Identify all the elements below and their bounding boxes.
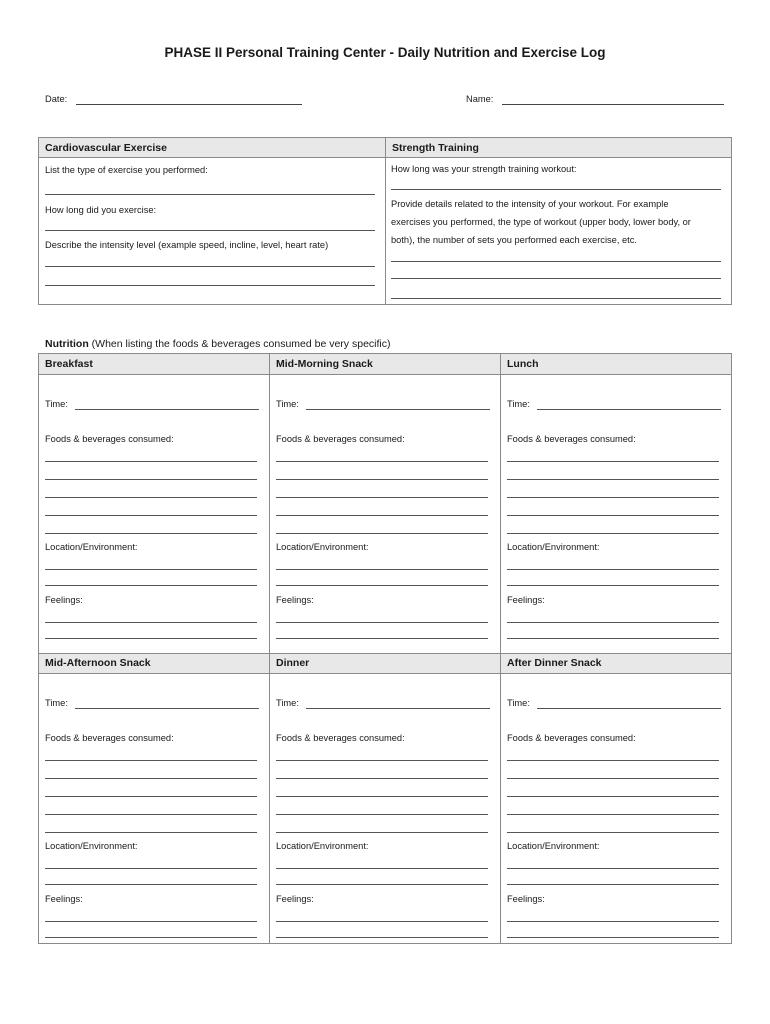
location-label: Location/Environment: (507, 542, 600, 552)
foods-line[interactable] (45, 515, 257, 516)
time-label: Time: (276, 399, 299, 409)
feelings-line[interactable] (276, 622, 488, 623)
strength-details-line-3: both), the number of sets you performed each exercise, etc. (391, 235, 637, 245)
cardio-intensity-prompt: Describe the intensity level (example speed, incline, level, heart rate) (45, 240, 329, 250)
foods-line[interactable] (276, 832, 488, 833)
meal-header-lunch: Lunch (501, 354, 731, 375)
foods-line[interactable] (276, 497, 488, 498)
foods-label: Foods & beverages consumed: (507, 434, 636, 444)
location-label: Location/Environment: (45, 841, 138, 851)
strength-details-field-1[interactable] (391, 261, 721, 262)
date-label: Date: (45, 94, 68, 104)
feelings-line[interactable] (276, 937, 488, 938)
location-line[interactable] (45, 868, 257, 869)
strength-details-line-1: Provide details related to the intensity of your workout. For example (391, 199, 669, 209)
nutrition-divider-2 (500, 354, 501, 943)
meal-header-mid-afternoon-snack: Mid-Afternoon Snack (39, 653, 269, 674)
name-field[interactable] (502, 104, 724, 105)
location-line[interactable] (507, 585, 719, 586)
page-title: PHASE II Personal Training Center - Daily Nutrition and Exercise Log (164, 45, 606, 60)
cardio-duration-prompt: How long did you exercise: (45, 205, 157, 215)
location-label: Location/Environment: (507, 841, 600, 851)
meal-header-breakfast: Breakfast (39, 354, 269, 375)
cardio-header: Cardiovascular Exercise (39, 138, 385, 158)
foods-line[interactable] (45, 832, 257, 833)
feelings-label: Feelings: (276, 595, 314, 605)
foods-line[interactable] (45, 461, 257, 462)
time-label: Time: (45, 399, 68, 409)
time-field[interactable] (537, 708, 721, 709)
nutrition-title-bold: Nutrition (45, 338, 89, 350)
foods-line[interactable] (45, 778, 257, 779)
feelings-line[interactable] (507, 638, 719, 639)
location-label: Location/Environment: (276, 542, 369, 552)
foods-line[interactable] (276, 778, 488, 779)
feelings-label: Feelings: (507, 894, 545, 904)
foods-line[interactable] (507, 479, 719, 480)
strength-details-field-3[interactable] (391, 298, 721, 299)
feelings-line[interactable] (45, 921, 257, 922)
foods-line[interactable] (276, 479, 488, 480)
time-label: Time: (276, 698, 299, 708)
location-line[interactable] (45, 569, 257, 570)
feelings-label: Feelings: (276, 894, 314, 904)
location-line[interactable] (507, 569, 719, 570)
strength-header: Strength Training (386, 138, 731, 158)
strength-details-line-2: exercises you performed, the type of workout (upper body, lower body, or (391, 217, 691, 227)
feelings-label: Feelings: (507, 595, 545, 605)
feelings-line[interactable] (45, 937, 257, 938)
strength-duration-line[interactable] (391, 189, 721, 190)
foods-line[interactable] (507, 497, 719, 498)
foods-line[interactable] (507, 778, 719, 779)
feelings-line[interactable] (45, 638, 257, 639)
strength-duration-prompt: How long was your strength training workout: (391, 164, 577, 174)
location-line[interactable] (45, 585, 257, 586)
time-field[interactable] (306, 708, 490, 709)
feelings-line[interactable] (507, 921, 719, 922)
feelings-line[interactable] (507, 622, 719, 623)
location-label: Location/Environment: (276, 841, 369, 851)
foods-line[interactable] (507, 533, 719, 534)
time-label: Time: (507, 399, 530, 409)
time-field[interactable] (75, 708, 259, 709)
meal-header-mid-morning-snack: Mid-Morning Snack (270, 354, 500, 375)
foods-line[interactable] (276, 461, 488, 462)
foods-line[interactable] (45, 796, 257, 797)
meal-header-dinner: Dinner (270, 653, 500, 674)
foods-label: Foods & beverages consumed: (507, 733, 636, 743)
nutrition-title-note: (When listing the foods & beverages consumed be very specific) (88, 338, 391, 350)
nutrition-title (45, 338, 390, 350)
foods-label: Foods & beverages consumed: (45, 434, 174, 444)
time-field[interactable] (306, 409, 490, 410)
meal-header-after-dinner-snack: After Dinner Snack (501, 653, 731, 674)
feelings-label: Feelings: (45, 595, 83, 605)
meal-row-divider (501, 653, 731, 654)
feelings-line[interactable] (276, 921, 488, 922)
meal-row-divider (39, 653, 269, 654)
meal-row-divider (270, 653, 500, 654)
cardio-intensity-line-2[interactable] (45, 285, 375, 286)
foods-line[interactable] (276, 814, 488, 815)
foods-line[interactable] (45, 533, 257, 534)
nutrition-divider-1 (269, 354, 270, 943)
location-line[interactable] (507, 868, 719, 869)
location-line[interactable] (45, 884, 257, 885)
time-field[interactable] (537, 409, 721, 410)
time-label: Time: (507, 698, 530, 708)
foods-label: Foods & beverages consumed: (45, 733, 174, 743)
foods-line[interactable] (507, 796, 719, 797)
location-line[interactable] (507, 884, 719, 885)
foods-line[interactable] (45, 814, 257, 815)
foods-line[interactable] (507, 760, 719, 761)
name-label: Name: (466, 94, 494, 104)
foods-label: Foods & beverages consumed: (276, 733, 405, 743)
location-label: Location/Environment: (45, 542, 138, 552)
cardio-intensity-line-1[interactable] (45, 266, 375, 267)
date-field[interactable] (76, 104, 302, 105)
strength-details-field-2[interactable] (391, 278, 721, 279)
feelings-line[interactable] (276, 638, 488, 639)
time-label: Time: (45, 698, 68, 708)
location-line[interactable] (276, 585, 488, 586)
foods-line[interactable] (45, 479, 257, 480)
foods-line[interactable] (276, 515, 488, 516)
feelings-label: Feelings: (45, 894, 83, 904)
foods-line[interactable] (507, 461, 719, 462)
foods-line[interactable] (276, 796, 488, 797)
cardio-duration-line[interactable] (45, 230, 375, 231)
location-line[interactable] (276, 569, 488, 570)
foods-line[interactable] (507, 515, 719, 516)
time-field[interactable] (75, 409, 259, 410)
foods-line[interactable] (507, 832, 719, 833)
feelings-line[interactable] (45, 622, 257, 623)
location-line[interactable] (276, 884, 488, 885)
foods-line[interactable] (507, 814, 719, 815)
foods-line[interactable] (276, 533, 488, 534)
feelings-line[interactable] (507, 937, 719, 938)
cardio-type-line[interactable] (45, 194, 375, 195)
cardio-type-prompt: List the type of exercise you performed: (45, 165, 208, 175)
location-line[interactable] (276, 868, 488, 869)
exercise-column-divider (385, 138, 386, 304)
foods-line[interactable] (276, 760, 488, 761)
foods-line[interactable] (45, 760, 257, 761)
foods-line[interactable] (45, 497, 257, 498)
foods-label: Foods & beverages consumed: (276, 434, 405, 444)
